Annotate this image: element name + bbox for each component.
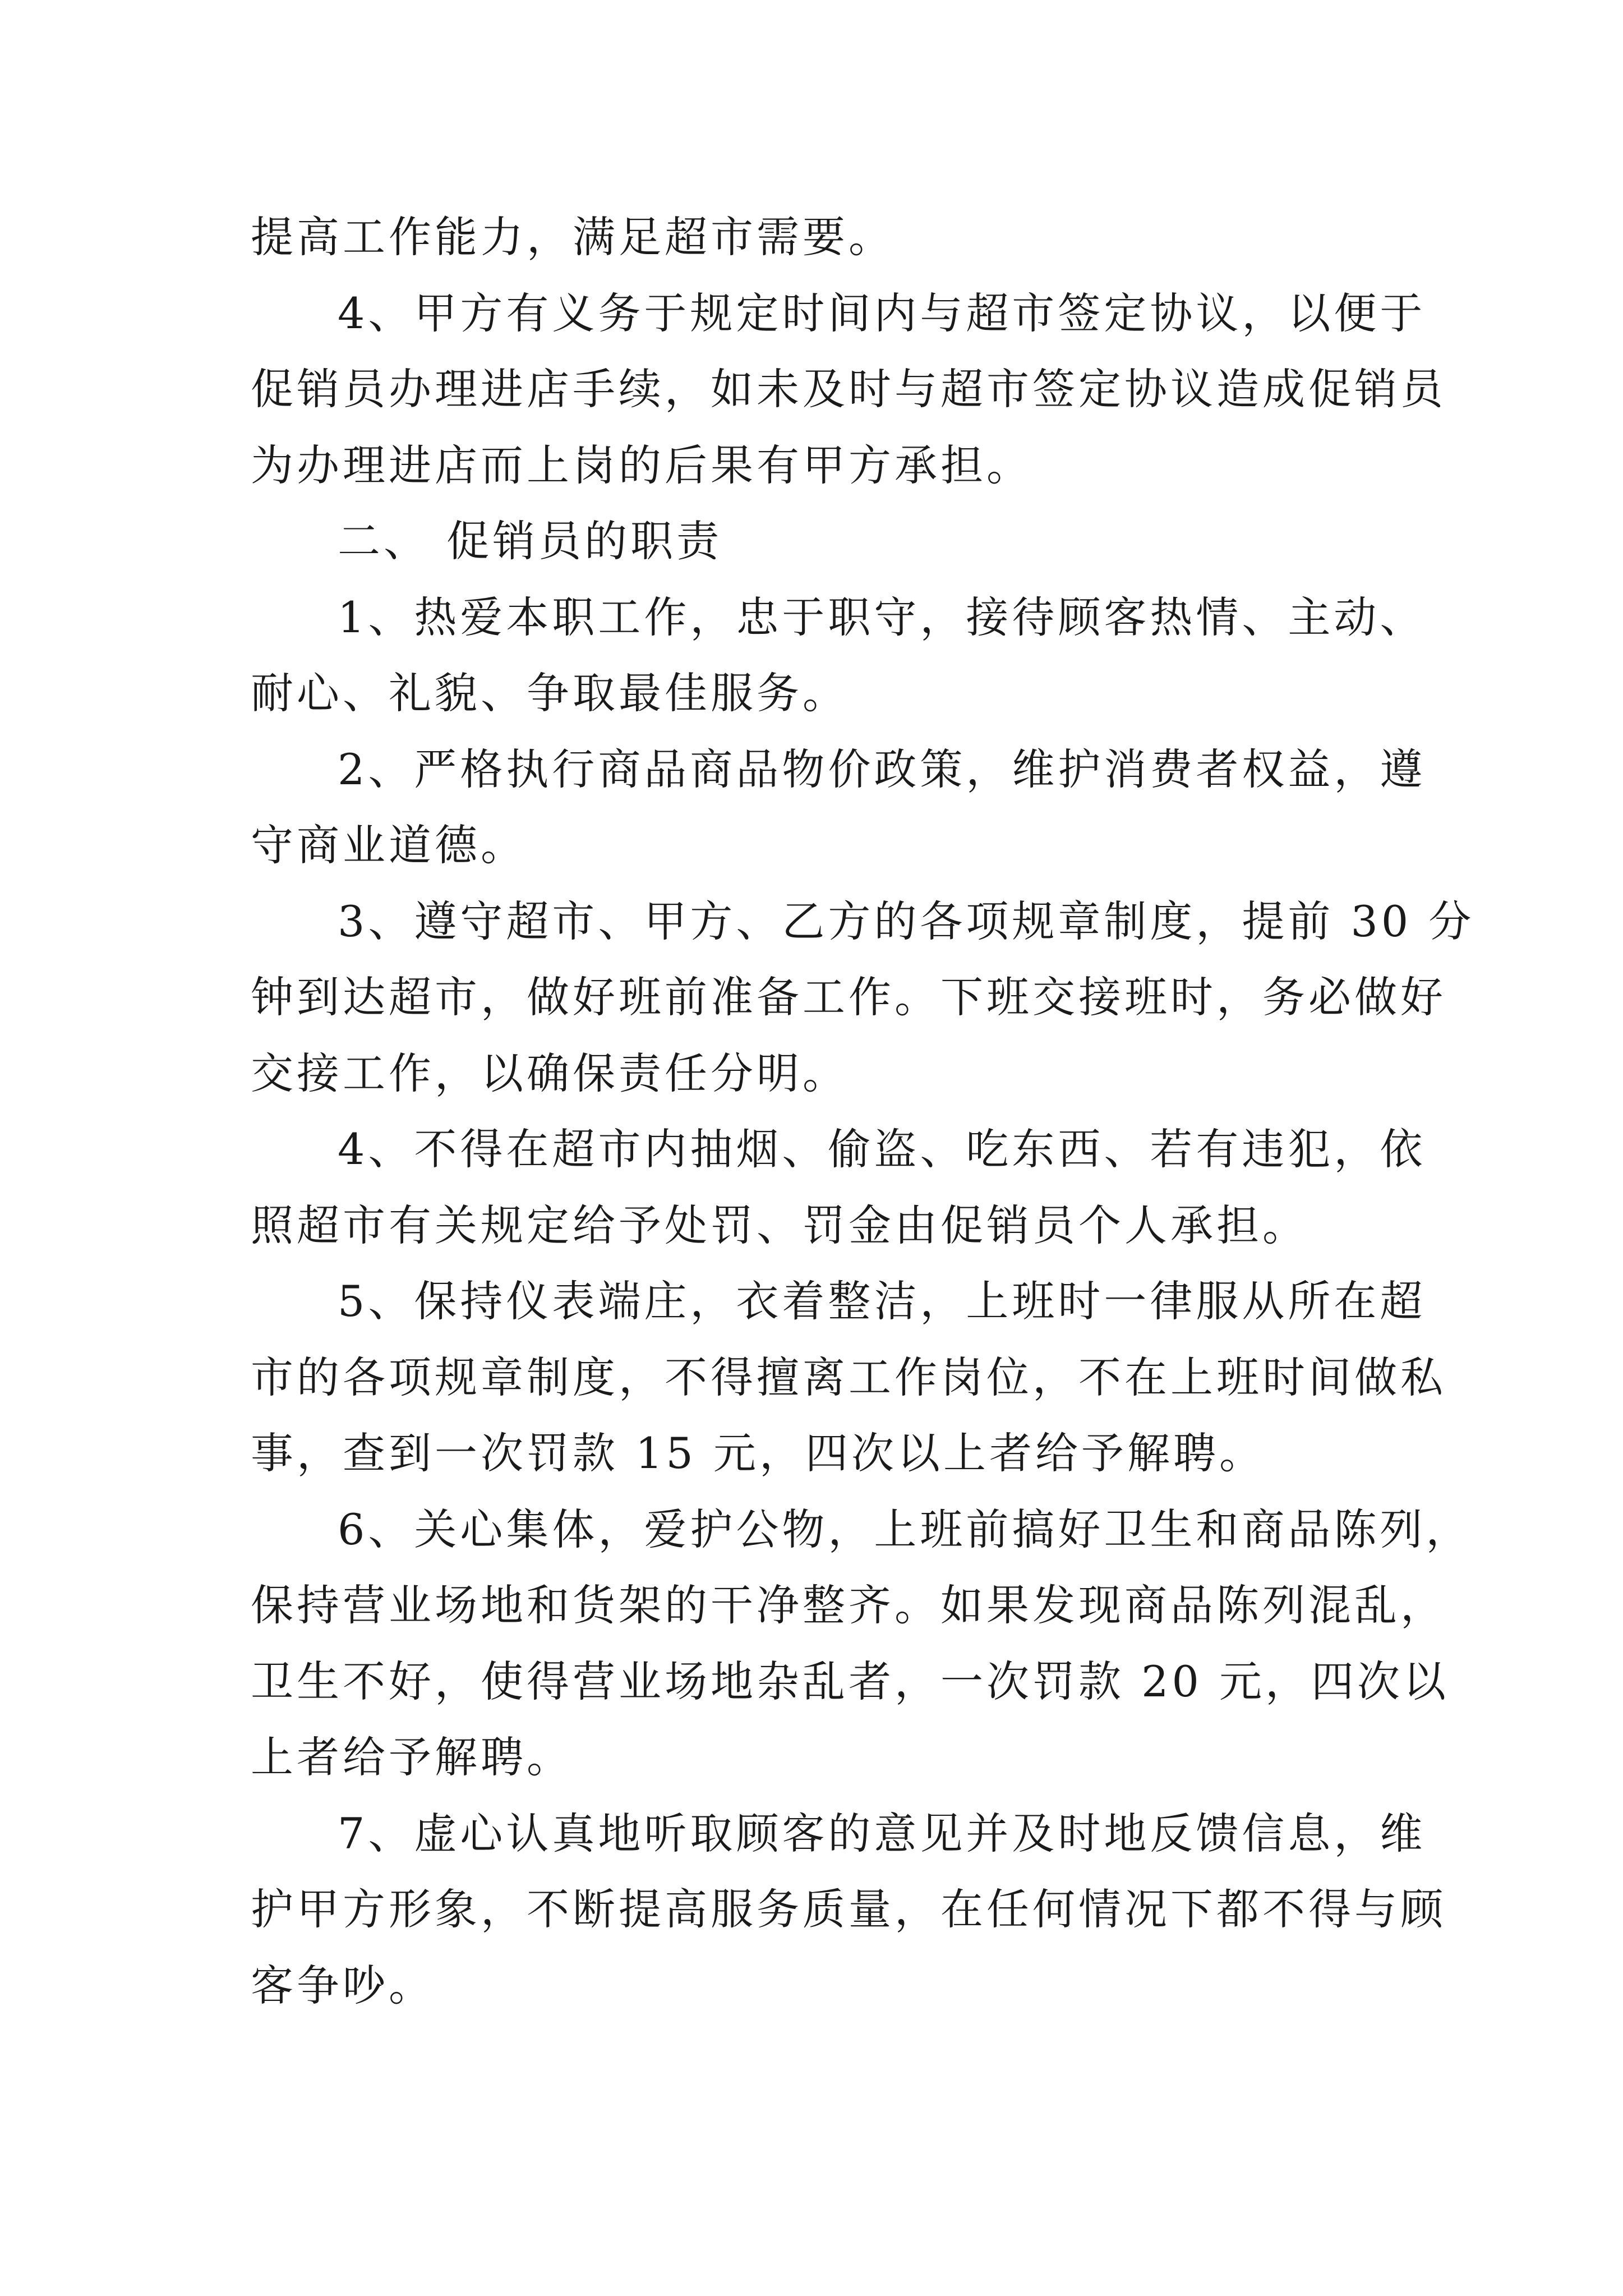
body-line-16: 市的各项规章制度，不得擅离工作岗位，不在上班时间做私	[251, 1352, 1446, 1402]
body-line-9: 守商业道德。	[251, 820, 527, 870]
body-line-6: 1、热爱本职工作，忠于职守，接待顾客热情、主动、	[338, 592, 1426, 642]
body-line-21: 上者给予解聘。	[251, 1732, 573, 1782]
body-line-7: 耐心、礼貌、争取最佳服务。	[251, 668, 849, 718]
body-line-18: 6、关心集体，爱护公物，上班前搞好卫生和商品陈列，	[338, 1504, 1472, 1554]
body-line-8: 2、严格执行商品商品物价政策，维护消费者权益，遵	[338, 744, 1426, 794]
body-line-17: 事，查到一次罚款 15 元，四次以上者给予解聘。	[251, 1428, 1266, 1478]
body-line-12: 交接工作，以确保责任分明。	[251, 1048, 849, 1098]
body-line-20: 卫生不好，使得营业场地杂乱者，一次罚款 20 元，四次以	[251, 1656, 1450, 1706]
body-line-13: 4、不得在超市内抽烟、偷盗、吃东西、若有违犯，依	[338, 1124, 1426, 1174]
body-line-24: 客争吵。	[251, 1960, 435, 2010]
document-body	[251, 199, 1475, 2023]
body-line-11: 钟到达超市，做好班前准备工作。下班交接班时，务必做好	[251, 972, 1446, 1022]
section-heading: 二、 促销员的职责	[338, 516, 723, 566]
body-line-19: 保持营业场地和货架的干净整齐。如果发现商品陈列混乱，	[251, 1580, 1446, 1630]
body-line-14: 照超市有关规定给予处罚、罚金由促销员个人承担。	[251, 1200, 1308, 1250]
body-line-1: 提高工作能力，满足超市需要。	[251, 212, 895, 262]
body-line-10: 3、遵守超市、甲方、乙方的各项规章制度，提前 30 分	[338, 896, 1475, 946]
body-line-22: 7、虚心认真地听取顾客的意见并及时地反馈信息，维	[338, 1808, 1426, 1858]
body-line-23: 护甲方形象，不断提高服务质量，在任何情况下都不得与顾	[251, 1884, 1446, 1934]
body-line-15: 5、保持仪表端庄，衣着整洁，上班时一律服从所在超	[338, 1276, 1426, 1326]
body-line-3: 促销员办理进店手续，如未及时与超市签定协议造成促销员	[251, 364, 1446, 414]
body-line-4: 为办理进店而上岗的后果有甲方承担。	[251, 440, 1032, 490]
body-line-2: 4、甲方有义务于规定时间内与超市签定协议，以便于	[338, 288, 1426, 338]
